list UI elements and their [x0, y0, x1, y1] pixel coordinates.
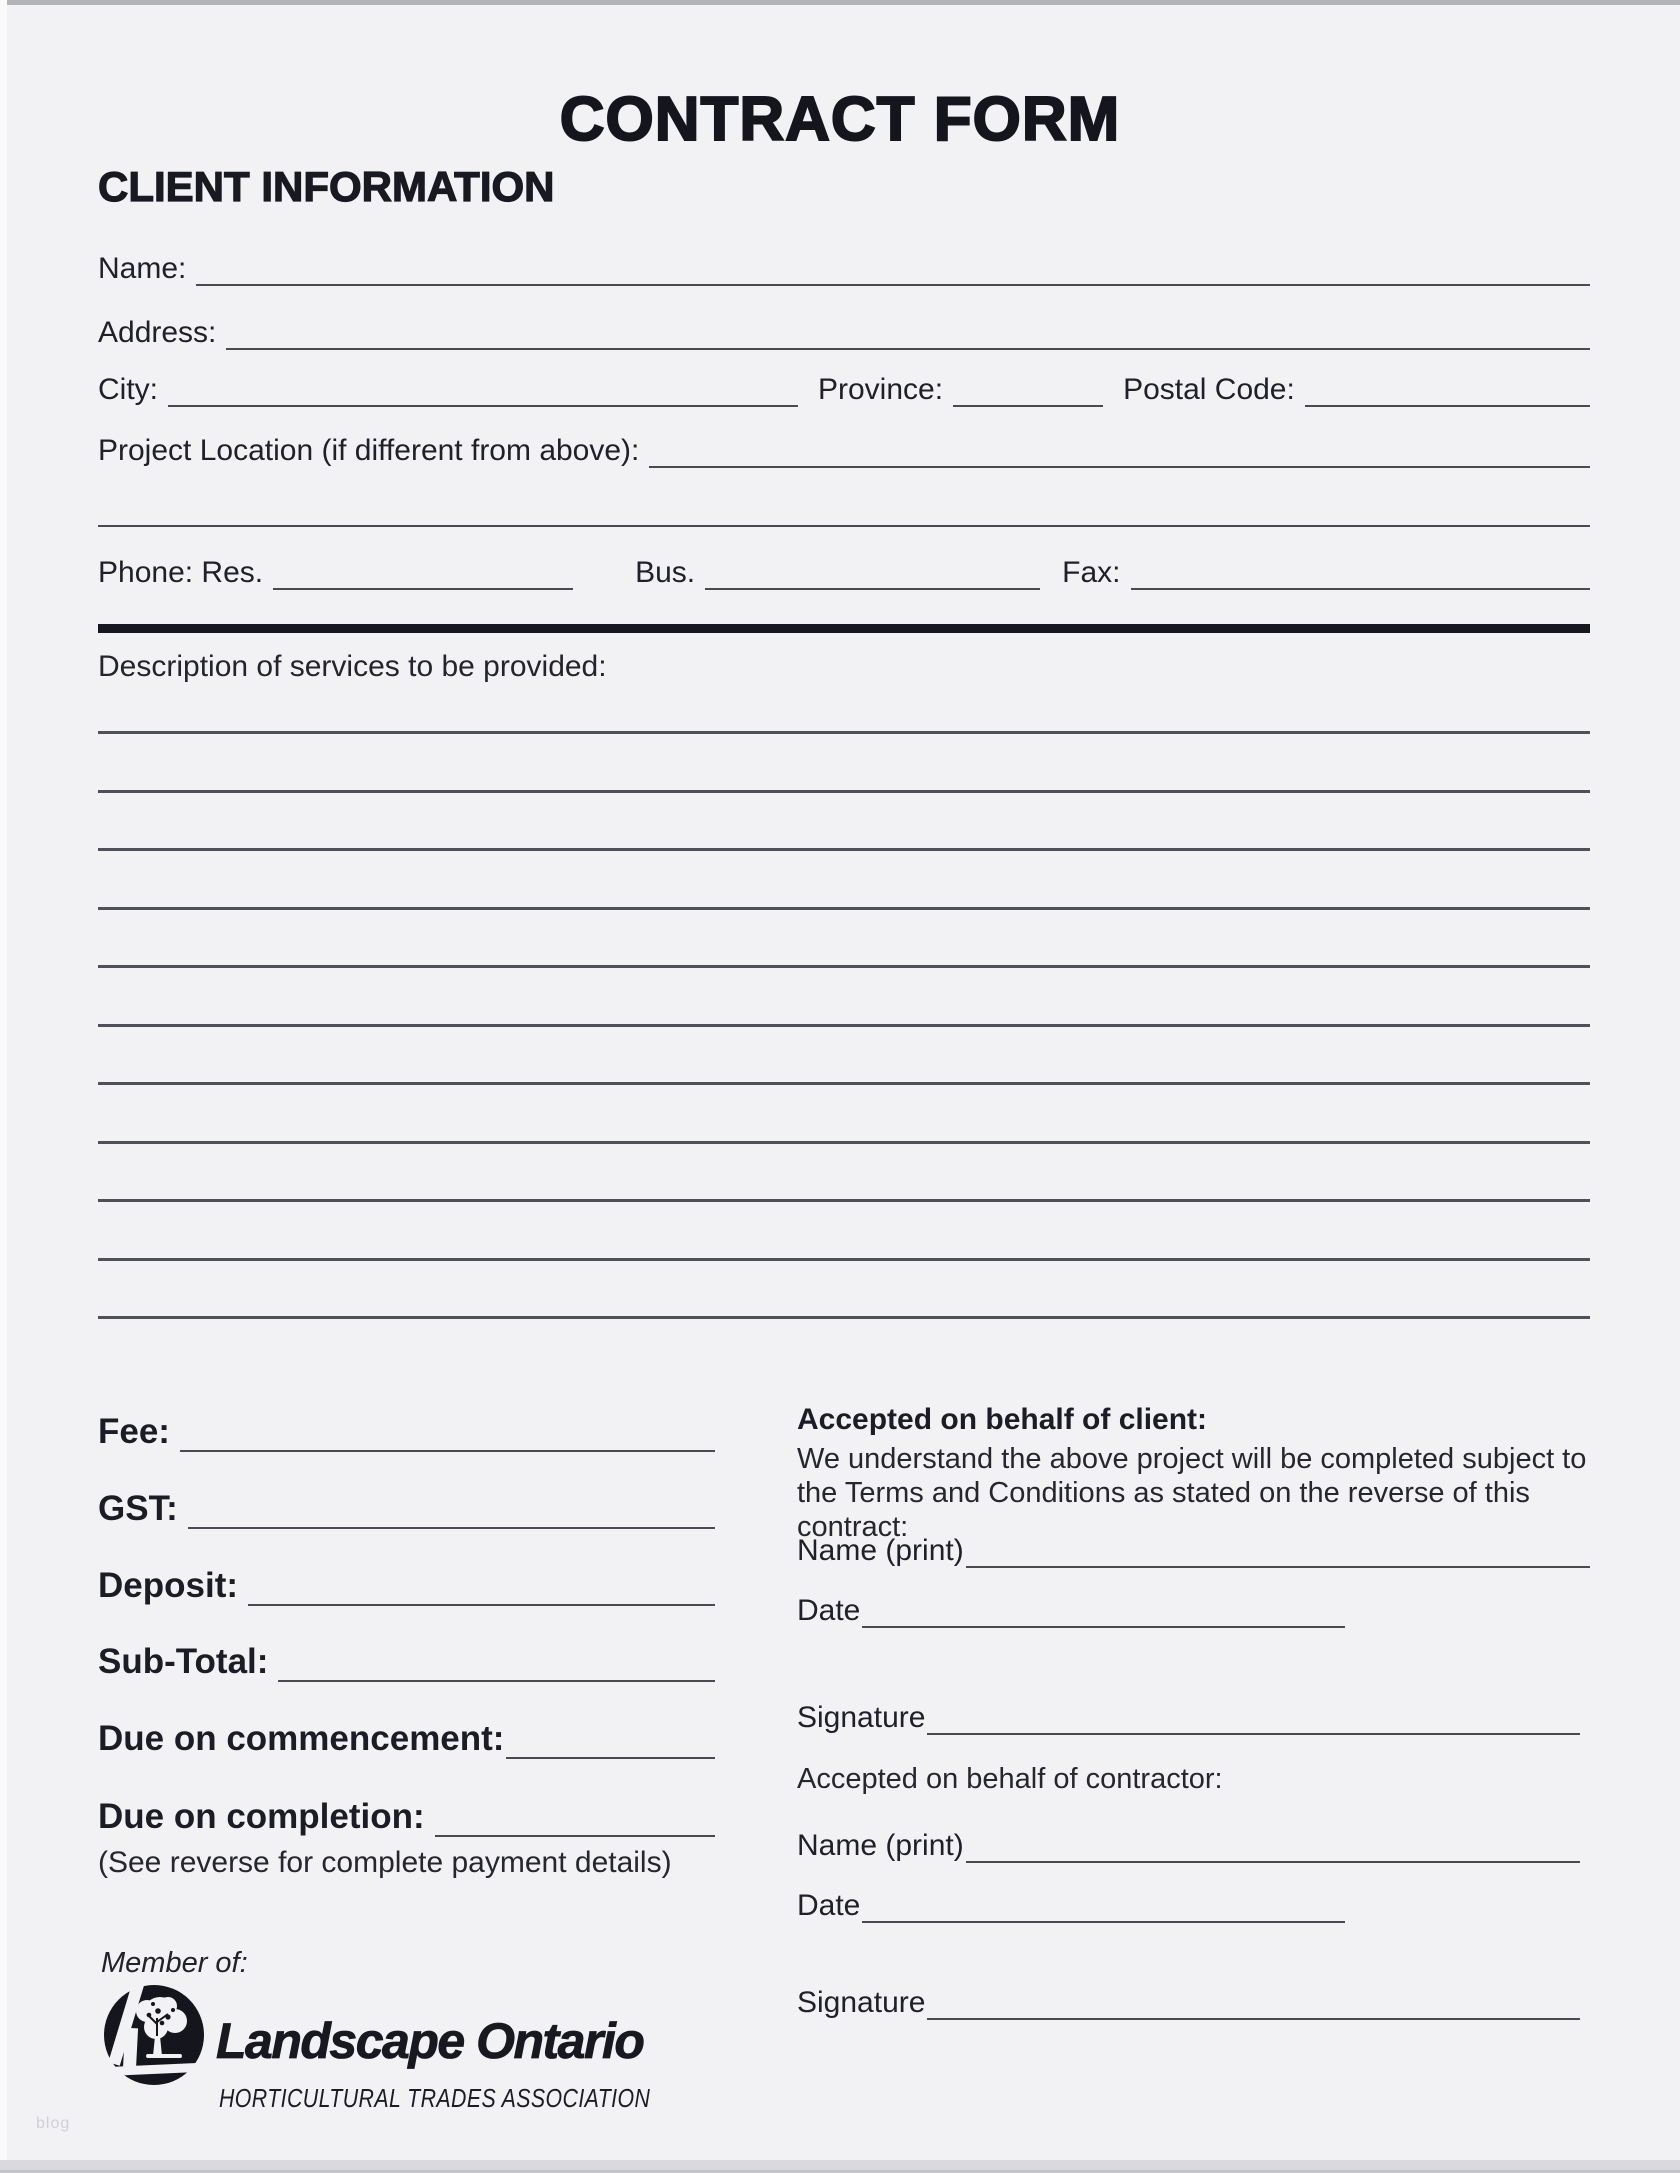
client-statement: We understand the above project will be completed subject to the Terms and Conditions as stated on the reverse of this contract:: [797, 1443, 1587, 1543]
gst-label: GST:: [98, 1488, 178, 1528]
service-line[interactable]: [98, 1199, 1590, 1202]
client-date-row: [797, 1588, 1590, 1628]
landscape-ontario-logo-icon: [96, 1984, 212, 2090]
fee-input-line[interactable]: [180, 1404, 715, 1452]
client-signature-row: [797, 1695, 1580, 1735]
project-location-label: Project Location (if different from above):: [98, 433, 640, 467]
due-completion-row: [98, 1791, 715, 1837]
client-information-heading: CLIENT INFORMATION: [98, 163, 555, 210]
client-signature-label: Signature: [797, 1700, 926, 1734]
client-name-label: Name (print): [797, 1533, 964, 1567]
org-subtitle: HORTICULTURAL TRADES ASSOCIATION: [219, 2083, 651, 2113]
service-line[interactable]: [98, 1258, 1590, 1261]
phone-bus-label: Bus.: [635, 555, 696, 589]
contractor-name-label: Name (print): [797, 1828, 964, 1862]
due-completion-input-line[interactable]: [435, 1789, 715, 1837]
scan-edge-left: [0, 0, 7, 2173]
client-name-input-line[interactable]: [966, 1526, 1590, 1568]
sub-total-input-line[interactable]: [278, 1634, 715, 1682]
accepted-contractor-heading: Accepted on behalf of contractor:: [797, 1763, 1223, 1795]
phone-res-label: Phone: Res.: [98, 555, 264, 589]
due-commencement-label: Due on commencement:: [98, 1718, 505, 1758]
accepted-client-heading: Accepted on behalf of client:: [797, 1403, 1208, 1436]
org-name: Landscape Ontario: [216, 2013, 644, 2069]
contractor-date-label: Date: [797, 1888, 861, 1922]
city-label: City:: [98, 372, 158, 406]
postal-code-label: Postal Code:: [1123, 372, 1295, 406]
contractor-signature-input-line[interactable]: [927, 1978, 1580, 2020]
service-line[interactable]: [98, 1024, 1590, 1027]
contractor-signature-row: [797, 1980, 1580, 2020]
fee-row: [98, 1406, 715, 1452]
gst-input-line[interactable]: [188, 1481, 715, 1529]
sub-total-label: Sub-Total:: [98, 1641, 269, 1681]
name-label: Name:: [98, 251, 187, 285]
watermark: blog: [36, 2115, 71, 2132]
contractor-name-row: [797, 1823, 1580, 1863]
services-heading: Description of services to be provided:: [98, 650, 607, 683]
contractor-name-input-line[interactable]: [966, 1821, 1580, 1863]
contractor-date-input-line[interactable]: [862, 1881, 1345, 1923]
client-signature-input-line[interactable]: [927, 1693, 1580, 1735]
service-line[interactable]: [98, 907, 1590, 910]
address-label: Address:: [98, 315, 217, 349]
due-commencement-row: [98, 1713, 715, 1759]
service-line[interactable]: [98, 731, 1590, 734]
member-of-label: Member of:: [101, 1947, 248, 1979]
contractor-date-row: [797, 1883, 1590, 1923]
phone-fax-label: Fax:: [1062, 555, 1121, 589]
due-completion-label: Due on completion:: [98, 1796, 425, 1836]
deposit-label: Deposit:: [98, 1565, 238, 1605]
service-line[interactable]: [98, 1082, 1590, 1085]
client-date-label: Date: [797, 1593, 861, 1627]
service-line[interactable]: [98, 790, 1590, 793]
client-name-row: [797, 1528, 1590, 1568]
client-date-input-line[interactable]: [862, 1586, 1345, 1628]
service-line[interactable]: [98, 848, 1590, 851]
service-line[interactable]: [98, 965, 1590, 968]
sub-total-row: [98, 1636, 715, 1682]
gst-row: [98, 1483, 715, 1529]
province-label: Province:: [818, 372, 944, 406]
page-title: CONTRACT FORM: [559, 85, 1121, 154]
deposit-row: [98, 1560, 715, 1606]
contractor-signature-label: Signature: [797, 1985, 926, 2019]
fee-label: Fee:: [98, 1411, 170, 1451]
service-line[interactable]: [98, 1316, 1590, 1319]
due-commencement-input-line[interactable]: [506, 1711, 715, 1759]
payment-note: (See reverse for complete payment details): [98, 1846, 672, 1879]
service-line[interactable]: [98, 1141, 1590, 1144]
scan-edge-bottom: [0, 2160, 1680, 2173]
deposit-input-line[interactable]: [248, 1558, 715, 1606]
